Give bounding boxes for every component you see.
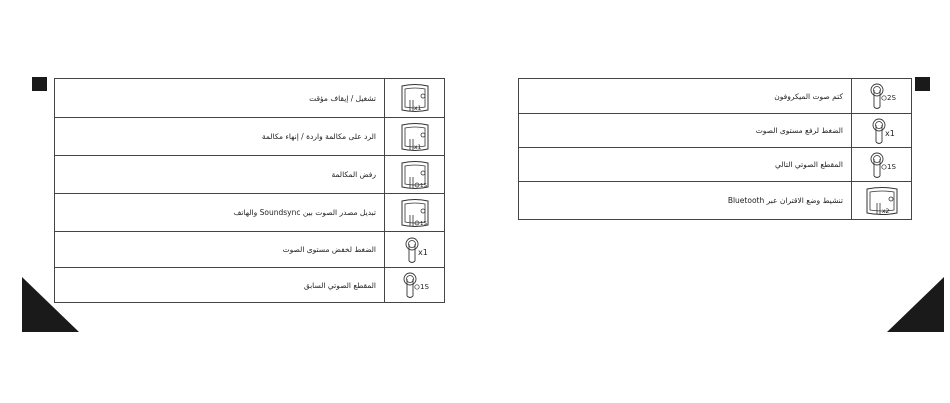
earbud-hold-1s-icon bbox=[385, 159, 444, 191]
table-row bbox=[519, 148, 912, 182]
control-description: رفض المكالمة bbox=[55, 156, 385, 194]
page-corner-marker-left bbox=[32, 77, 47, 91]
control-description: تشغيل / إيقاف مؤقت bbox=[55, 79, 385, 118]
control-description: كتم صوت الميكروفون bbox=[519, 79, 852, 114]
svg-text:1S: 1S bbox=[886, 162, 896, 171]
svg-text:x1: x1 bbox=[413, 105, 421, 112]
table-row bbox=[55, 194, 445, 232]
svg-text:2S: 2S bbox=[886, 94, 896, 102]
svg-text:1S: 1S bbox=[419, 182, 427, 189]
table-row bbox=[519, 114, 912, 148]
control-description: تبديل مصدر الصوت بين Soundsync والهاتف bbox=[55, 194, 385, 232]
control-description: تنشيط وضع الاقتران عبر Bluetooth bbox=[519, 182, 852, 220]
table-row bbox=[55, 79, 445, 118]
svg-text:1S: 1S bbox=[419, 283, 429, 291]
page-corner-marker-right bbox=[915, 77, 930, 91]
svg-text:x2: x2 bbox=[881, 207, 889, 215]
control-description: الضغط لرفع مستوى الصوت bbox=[519, 114, 852, 148]
right-controls-table bbox=[518, 78, 912, 220]
table-row bbox=[519, 182, 912, 220]
table-row bbox=[519, 79, 912, 114]
control-description: المقطع الصوتي السابق bbox=[55, 268, 385, 303]
earbud-tap-x1-icon bbox=[385, 121, 444, 153]
finger-hold-2s-icon bbox=[852, 81, 911, 111]
finger-hold-1s-icon bbox=[385, 270, 444, 300]
svg-text:x1: x1 bbox=[884, 128, 895, 138]
svg-text:1S: 1S bbox=[419, 220, 427, 227]
table-row bbox=[55, 232, 445, 268]
finger-press-x1-icon bbox=[852, 116, 911, 146]
control-description: الضغط لخفض مستوى الصوت bbox=[55, 232, 385, 268]
finger-hold-1s-icon bbox=[852, 150, 911, 180]
earbud-tap-x1-icon bbox=[385, 82, 444, 114]
left-controls-table bbox=[54, 78, 445, 303]
control-description: الرد على مكالمة واردة / إنهاء مكالمة bbox=[55, 118, 385, 156]
svg-text:x1: x1 bbox=[413, 143, 421, 151]
table-row bbox=[55, 156, 445, 194]
table-row bbox=[55, 118, 445, 156]
table-row bbox=[55, 268, 445, 303]
earbud-hold-1s-icon bbox=[385, 197, 444, 229]
corner-triangle-right bbox=[887, 277, 944, 332]
finger-press-x1-icon bbox=[385, 235, 444, 265]
svg-text:x1: x1 bbox=[417, 247, 428, 257]
control-description: المقطع الصوتي التالي bbox=[519, 148, 852, 182]
earbud-tap-x2-icon bbox=[852, 185, 911, 217]
